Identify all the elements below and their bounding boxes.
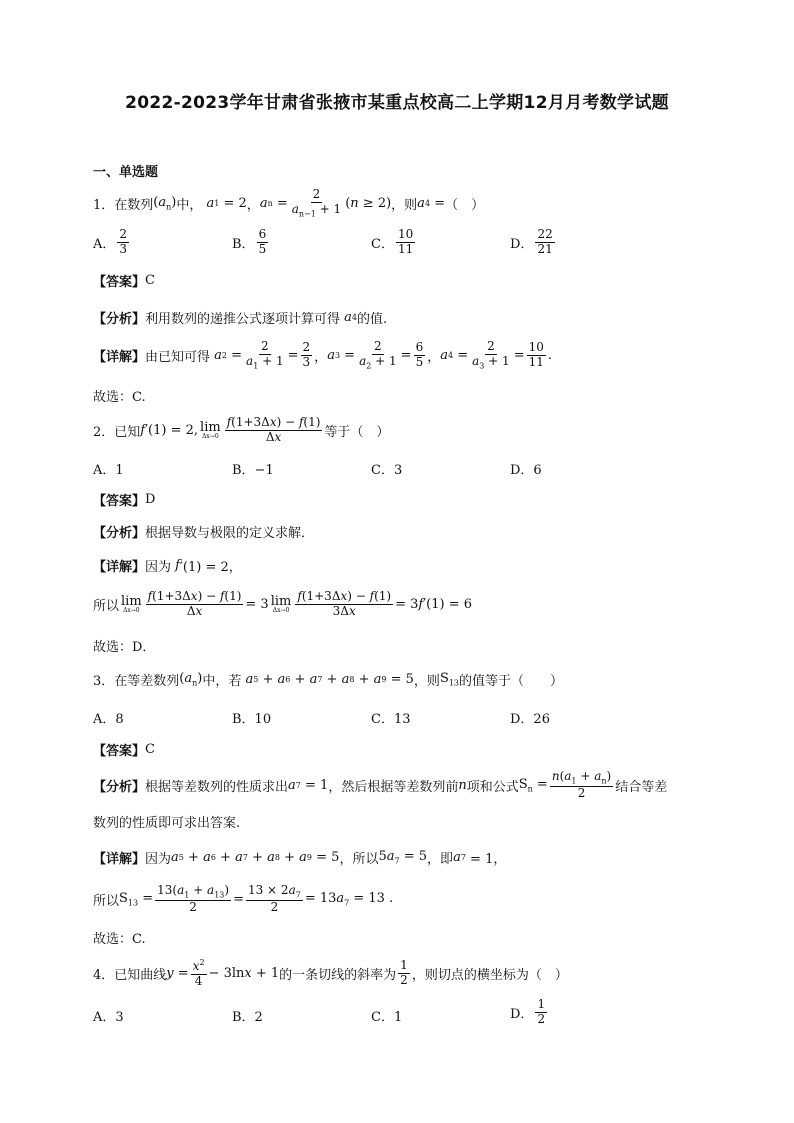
q1-detail: 【详解】 由已知可得 a 2 = $\frac{2}{a_1 + 1}$ = $\frac{2}{3}$ ， a 3 = $\frac{2}{a_2 + 1}$ = $\frac{6}{5}$ ， a 4 = $\frac{2}{a_3 + 1}$ = $\frac{10}{11}$ . <box>93 339 553 371</box>
q2-option-d: D．6 <box>510 463 542 478</box>
q3-detail: 【详解】 因为 a 5 + a 6 + a 7 + a 8 + a 9 = 5 ，所以 $5a_7 = 5$ ，即 a 7 = 1， <box>93 849 507 867</box>
q3-analysis: 【分析】 根据等差数列的性质求出 a 7 = 1 ，然后根据等差数列前 n 项和公式 $S_n$ = $\frac{n(a_1 + a_n)}{2}$ 结合等差 <box>93 769 668 800</box>
q4-option-c: C．1 <box>371 1010 403 1025</box>
q3-option-b: B．10 <box>232 712 272 727</box>
q1-option-b: B． $\frac{6}{5}$ <box>232 227 267 256</box>
q2-option-a: A．1 <box>93 463 124 478</box>
q2-option-c: C．3 <box>371 463 403 478</box>
q2-option-b: B．−1 <box>232 463 274 478</box>
question-2-stem: 2．已知 f ′(1) = 2, lim Δx→0 $\frac{f(1+3\Delta x) - f(1)}{\Delta x}$ 等于（ ） <box>93 415 390 444</box>
page-title: 2022-2023学年甘肃省张掖市某重点校高二上学期12月月考数学试题 <box>125 93 669 113</box>
question-3-stem: 3．在等差数列 $(a_n)$ 中，若 a 5 + a 6 + a 7 + a 8 + a 9 = 5 ，则 $S_{13}$ 的值等于（ ） <box>93 671 564 689</box>
q2-detail: 【详解】 因为 f ′(1) = 2， <box>93 558 242 575</box>
q1-answer: 【答案】 C <box>93 273 155 290</box>
q3-option-c: C．13 <box>371 712 411 727</box>
q2-conclusion: 故选：D． <box>93 640 156 655</box>
q2-detail-2: 所以 lim Δx→0 $\frac{f(1+3\Delta x) - f(1)}{\Delta x}$ = 3 lim Δx→0 $\frac{f(1+3\Delta x) - f(1)}{3\Delta x}$ = 3f′(1) = 6 <box>93 589 472 618</box>
q3-option-d: D．26 <box>510 712 550 727</box>
q1-option-a: A． $\frac{2}{3}$ <box>93 227 128 256</box>
q4-option-a: A．3 <box>93 1010 124 1025</box>
q1-conclusion: 故选：C. <box>93 390 146 405</box>
q3-analysis-2: 数列的性质即可求出答案. <box>93 816 241 831</box>
q1-option-d: D． $\frac{22}{21}$ <box>510 227 553 256</box>
q1-analysis: 【分析】 利用数列的递推公式逐项计算可得 a 4 的值. <box>93 310 388 327</box>
q3-answer: 【答案】 C <box>93 742 155 759</box>
section-heading: 一、单选题 <box>93 165 159 180</box>
q3-conclusion: 故选：C. <box>93 932 146 947</box>
q3-option-a: A．8 <box>93 712 124 727</box>
q4-option-b: B．2 <box>232 1010 263 1025</box>
q2-analysis: 【分析】 根据导数与极限的定义求解． <box>93 526 315 541</box>
q1-option-c: C． $\frac{10}{11}$ <box>371 227 414 256</box>
q3-detail-2: 所以 $S_{13}$ = $\frac{13(a_1 + a_{13})}{2}$ = $\frac{13 \times 2a_7}{2}$ = $13a_7 = 13$ . <box>93 883 394 914</box>
q2-answer: 【答案】 D <box>93 492 156 509</box>
question-4-stem: 4．已知曲线 y = $\frac{x^2}{4}$ − 3lnx + 1 的一条切线的斜率为 $\frac{1}{2}$ ，则切点的横坐标为（ ） <box>93 958 568 988</box>
question-1-stem: 1．在数列 $(a_n)$ 中， a 1 = 2 ， a n = $\frac{2}{a_{n-1} + 1}$ (n ≥ 2) ，则 a 4 = （ ） <box>93 187 485 219</box>
q4-option-d: D． $\frac{1}{2}$ <box>510 997 546 1026</box>
